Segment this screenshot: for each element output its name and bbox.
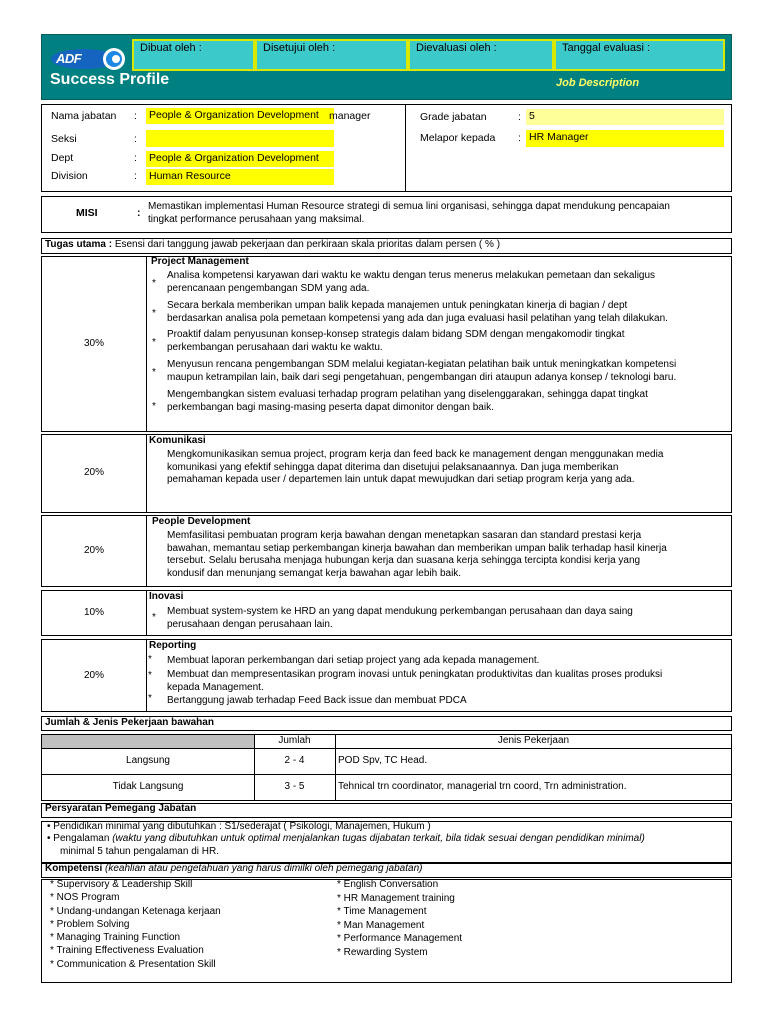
seksi-value[interactable] <box>146 130 334 147</box>
jumlah-title: Jumlah & Jenis Pekerjaan bawahan <box>45 717 214 728</box>
grade-jabatan-label: Grade jabatan <box>420 111 487 123</box>
pd-line: kondusif dan menunjang semangat kerja bawahan agar lebih baik. <box>167 567 462 579</box>
col-header-jenis: Jenis Pekerjaan <box>497 735 570 746</box>
persyaratan-minimal: minimal 5 tahun pengalaman di HR. <box>60 846 219 857</box>
pm-item-line: Secara berkala memberikan umpan balik kepada manajemen untuk peningkatan kinerja di bagian / dept <box>167 300 628 311</box>
table-row-jenis: Tehnical trn coordinator, managerial trn coord, Trn administration. <box>338 781 627 792</box>
reporting-item: Membuat laporan perkembangan dari setiap project yang ada kepada management. <box>167 655 540 666</box>
inovasi-text <box>167 606 633 631</box>
kompetensi-heading <box>45 863 422 876</box>
kompetensi-item: * Undang-undangan Ketenaga kerjaan <box>50 905 221 917</box>
kompetensi-list-left <box>50 878 221 971</box>
pm-item-line: perkembangan bagi masing-masing peserta dapat dimonitor dengan baik. <box>167 401 494 413</box>
dibuat-oleh-field[interactable] <box>132 39 255 71</box>
adf-logo <box>50 45 136 73</box>
kompetensi-item: * NOS Program <box>50 892 120 904</box>
table-header-blank <box>42 735 254 748</box>
reporting-line: Membuat dan mempresentasikan program inovasi untuk peningkatan produktivitas dan kualitas proses produksi <box>167 669 663 680</box>
colon: : <box>134 133 137 145</box>
dept-value[interactable]: People & Organization Development <box>146 151 334 167</box>
nama-jabatan-value[interactable]: People & Organization Development <box>146 108 334 124</box>
misi-line: Memastikan implementasi Human Resource strategi di semua lini organisasi, sehingga dapat mendukung pencapaian <box>148 201 670 212</box>
pm-item-line: perkembangan perusahaan dari waktu ke waktu. <box>167 341 383 353</box>
persyaratan-title: Persyaratan Pemegang Jabatan <box>45 803 197 814</box>
table-row-jumlah: 2 - 4 <box>284 755 305 766</box>
pengalaman-label: • Pengalaman <box>47 833 113 844</box>
komunikasi-line: Mengkomunikasikan semua project, program kerja dan feed back ke management dengan menggunakan media <box>167 449 664 460</box>
grade-jabatan-value[interactable]: 5 <box>526 109 724 125</box>
misi-label: MISI <box>76 207 98 219</box>
pm-item <box>167 389 648 414</box>
misi-text <box>148 201 670 226</box>
people-development-percent: 20% <box>83 545 104 556</box>
logo-text: ADF <box>56 51 82 66</box>
bullet-star: * <box>152 308 156 319</box>
inovasi-percent: 10% <box>83 607 104 618</box>
kompetensi-item: * Performance Management <box>337 933 463 944</box>
tanggal-evaluasi-label: Tanggal evaluasi : <box>562 42 651 54</box>
reporting-item <box>167 669 662 694</box>
tugas-utama-text <box>45 239 500 252</box>
tugas-utama-desc: Esensi dari tanggung jawab pekerjaan dan perkiraan skala prioritas dalam persen ( % ) <box>112 239 501 250</box>
dievaluasi-oleh-field[interactable] <box>408 39 554 71</box>
reporting-title: Reporting <box>149 640 197 651</box>
division-value[interactable]: Human Resource <box>146 169 334 185</box>
bullet-star: * <box>152 337 156 348</box>
section-divider <box>146 640 147 711</box>
pm-item-line: Mengembangkan sistem evaluasi terhadap program pelatihan yang diselenggarakan, sehingga dapat tingkat <box>167 389 648 400</box>
inovasi-line: Membuat system-system ke HRD an yang dapat mendukung perkembangan perusahaan dan daya saing <box>167 606 633 617</box>
reporting-percent: 20% <box>83 670 104 681</box>
pengalaman-note: (waktu yang dibutuhkan untuk optimal menjalankan tugas dijabatan terkait, bila tidak sesuai dengan pendidikan minimal) <box>112 833 645 844</box>
table-row-type: Tidak Langsung <box>112 781 184 792</box>
pm-item-line: perencanaan pengembangan SDM yang ada. <box>167 282 370 294</box>
table-row-jumlah: 3 - 5 <box>284 781 305 792</box>
inovasi-line: perusahaan dengan perusahaan lain. <box>167 618 333 630</box>
pm-item-line: berdasarkan analisa pola pemetaan kompetensi yang ada dan juga evaluasi hasil pelatihan yang telah dilakukan. <box>167 312 668 324</box>
colon: : <box>134 152 137 164</box>
section-divider <box>146 516 147 586</box>
inovasi-title: Inovasi <box>149 591 184 602</box>
persyaratan-pendidikan: • Pendidikan minimal yang dibutuhkan : S1/sederajat ( Psikologi, Manajemen, Hukum ) <box>47 821 431 832</box>
colon: : <box>134 170 137 182</box>
job-description-label: Job Description <box>556 77 640 89</box>
pm-item-line: Menyusun rencana pengembangan SDM melalui kegiatan-kegiatan pelatihan baik untuk meningkatkan kompetensi <box>167 359 677 370</box>
persyaratan-pengalaman <box>47 833 645 846</box>
tanggal-evaluasi-field[interactable] <box>554 39 725 71</box>
kompetensi-list-right <box>337 878 462 959</box>
bullet-star: * <box>152 612 156 623</box>
kompetensi-title: Kompetensi <box>45 863 103 874</box>
pm-item-line: Analisa kompetensi karyawan dari waktu ke waktu dengan terus menerus melakukan pemetaan dan sekaligus <box>167 270 656 281</box>
project-management-percent: 30% <box>83 338 104 349</box>
bullet-star: * <box>152 278 156 289</box>
kompetensi-item: * Training Effectiveness Evaluation <box>50 945 204 957</box>
kompetensi-item: * Communication & Presentation Skill <box>50 958 216 970</box>
pd-line: Memfasilitasi pembuatan program kerja bawahan dengan menetapkan sasaran dan standard prestasi kerja <box>167 530 642 541</box>
colon: : <box>137 207 141 219</box>
page-title: Success Profile <box>50 71 170 88</box>
pm-item <box>167 300 668 325</box>
people-development-text <box>167 530 667 580</box>
kompetensi-item: * Problem Solving <box>50 918 130 930</box>
bullet-star: * <box>148 654 152 665</box>
section-divider <box>146 591 147 635</box>
pm-item <box>167 270 655 295</box>
table-row-divider <box>42 774 731 775</box>
kompetensi-item: * Rewarding System <box>337 946 428 958</box>
division-label: Division <box>51 170 88 182</box>
pm-item <box>167 359 676 384</box>
nama-jabatan-suffix: manager <box>329 110 371 122</box>
kompetensi-item: * HR Management training <box>337 892 455 904</box>
seksi-label: Seksi <box>51 133 77 145</box>
table-row-jenis: POD Spv, TC Head. <box>338 755 428 766</box>
bullet-star: * <box>148 670 152 681</box>
table-row-type: Langsung <box>126 755 170 766</box>
section-divider <box>146 257 147 431</box>
kompetensi-item: * Time Management <box>337 906 427 917</box>
pd-line: tersebut. Selalu berusaha menjaga hubungan kerja dan suasana kerja sehingga tercipta kondisi kerja yang <box>167 555 641 566</box>
kompetensi-item: * English Conversation <box>337 879 439 890</box>
dept-label: Dept <box>51 152 74 164</box>
people-development-title: People Development <box>152 516 251 527</box>
disetujui-oleh-label: Disetujui oleh : <box>263 42 336 54</box>
section-divider <box>146 435 147 512</box>
pm-item-line: Proaktif dalam penyusunan konsep-konsep strategis dalam bidang SDM dengan mengakomodir tingkat <box>167 329 625 340</box>
dievaluasi-oleh-label: Dievaluasi oleh : <box>416 42 497 54</box>
kompetensi-item: * Man Management <box>337 919 425 931</box>
komunikasi-text <box>167 449 663 487</box>
reporting-item: Bertanggung jawab terhadap Feed Back issue dan membuat PDCA <box>167 695 467 706</box>
colon: : <box>518 111 521 123</box>
bullet-star: * <box>152 367 156 378</box>
kompetensi-item: * Managing Training Function <box>50 932 181 944</box>
melapor-kepada-value[interactable]: HR Manager <box>526 130 724 147</box>
komunikasi-line: komunikasi yang efektif sehingga dapat diterima dan disetujui pelaksanaannya. Dan juga memberikan <box>167 461 619 473</box>
disetujui-oleh-field[interactable] <box>255 39 408 71</box>
komunikasi-percent: 20% <box>83 467 104 478</box>
melapor-kepada-label: Melapor kepada <box>420 132 496 144</box>
table-row-divider <box>42 748 731 749</box>
project-management-title: Project Management <box>151 256 249 267</box>
komunikasi-line: pemahaman kepada user / departemen lain untuk dapat mewujudkan dari setiap program kerja yang ada. <box>167 474 635 485</box>
pd-line: bawahan, memantau setiap perkembangan kinerja bawahan dan memberikan umpan balik terhadap hasil kinerja <box>167 542 667 554</box>
kompetensi-item: * Supervisory & Leadership Skill <box>50 879 193 890</box>
nama-jabatan-label: Nama jabatan <box>51 110 117 122</box>
col-header-jumlah: Jumlah <box>278 735 311 746</box>
pm-item <box>167 329 625 354</box>
bullet-star: * <box>148 693 152 704</box>
dibuat-oleh-label: Dibuat oleh : <box>140 42 202 54</box>
colon: : <box>518 132 521 144</box>
komunikasi-title: Komunikasi <box>149 435 206 446</box>
kompetensi-subtitle: (keahlian atau pengetahuan yang harus dimilki oleh pemegang jabatan) <box>102 863 423 874</box>
header-banner <box>41 34 732 100</box>
misi-line: tingkat performance perusahaan yang maksimal. <box>148 213 365 225</box>
pm-item-line: maupun ketrampilan lain, baik dari segi pengetahuan, pengembangan diri ataupun adanya konsep / teknologi baru. <box>167 371 677 383</box>
info-divider <box>405 105 406 191</box>
bullet-star: * <box>152 401 156 412</box>
reporting-line: kepada Management. <box>167 681 264 693</box>
colon: : <box>134 110 137 122</box>
tugas-utama-label: Tugas utama : <box>45 239 113 250</box>
